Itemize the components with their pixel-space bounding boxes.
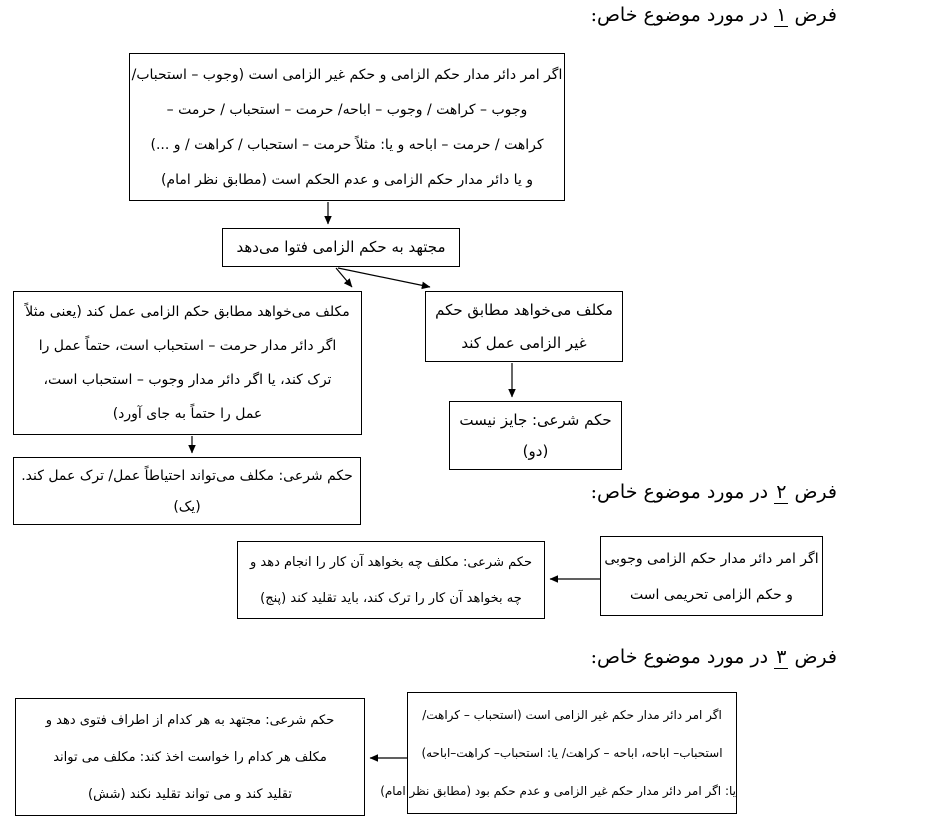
premise2-condition-box [600, 536, 823, 616]
premise3-title-rest: در مورد موضوع خاص: [590, 646, 769, 668]
premise1-title [591, 2, 837, 28]
premise2-title-rest: در مورد موضوع خاص: [590, 481, 769, 503]
premise3-title [591, 644, 837, 670]
nonbinding-line: مکلف می‌خواهد مطابق حکم [435, 301, 613, 319]
arrow-fatwa-to-binding-icon [336, 268, 352, 287]
ruling-line: حکم شرعی: مکلف چه بخواهد آن کار را انجام دهد و [249, 555, 532, 570]
condition-line: استحباب– اباحه، اباحه – کراهت/ یا: استحباب– کراهت–اباحه) [421, 746, 723, 760]
binding-line: ترک کند، یا اگر دائر مدار وجوب – استحباب است، [43, 372, 332, 388]
act-per-binding-ruling-box [13, 291, 362, 435]
premise2-title-word: فرض [794, 481, 837, 503]
ruling-number-label: (یک) [173, 499, 201, 515]
premise3-title-number: ۳ [776, 646, 787, 668]
mujtahid-fatwa-box [222, 228, 460, 267]
premise3-title-word: فرض [794, 646, 837, 668]
condition-line: کراهت / حرمت – اباحه و یا: مثلاً حرمت – استحباب / کراهت / و ...) [150, 137, 544, 153]
condition-line: یا: اگر امر دائر مدار حکم غیر الزامی و عدم حکم بود (مطابق نظر امام) [380, 784, 736, 798]
ruling-line: حکم شرعی: مجتهد به هر کدام از اطراف فتوی دهد و [45, 713, 335, 728]
condition-line: وجوب – کراهت / وجوب – اباحه/ حرمت – استحباب / حرمت – [166, 102, 528, 118]
condition-line: اگر امر دائر مدار حکم غیر الزامی است (استحباب – کراهت/ [422, 708, 722, 722]
premise3-condition-box [380, 692, 737, 814]
condition-line: و یا دائر مدار حکم الزامی و عدم الحکم است (مطابق نظر امام) [160, 172, 534, 188]
ruling-line: حکم شرعی: مکلف می‌تواند احتیاطاً عمل/ ترک عمل کند. [21, 468, 353, 484]
ruling-line: حکم شرعی: جایز نیست [459, 411, 612, 429]
condition-line: اگر امر دائر مدار حکم الزامی و حکم غیر الزامی است (وجوب – استحباب/ [131, 67, 563, 83]
condition-line: و حکم الزامی تحریمی است [630, 587, 793, 603]
ruling-line: مکلف هر کدام را خواست اخذ کند: مکلف می تواند [53, 750, 327, 765]
premise1-title-number: ۱ [776, 4, 787, 26]
arrow-fatwa-to-nonbinding-icon [338, 268, 430, 287]
premise1-title-word: فرض [794, 4, 837, 26]
condition-line: اگر امر دائر مدار حکم الزامی وجوبی [604, 551, 819, 567]
nonbinding-line: غیر الزامی عمل کند [461, 334, 587, 352]
ruling-not-permitted-box [449, 401, 622, 470]
ruling-line: تقلید کند و می تواند تقلید نکند (شش) [88, 787, 292, 802]
ruling-taqlid-required-box [237, 541, 545, 619]
premise2-title-number: ۲ [776, 481, 787, 503]
act-per-nonbinding-ruling-box [425, 291, 623, 362]
binding-line: عمل را حتماً به جای آورد) [112, 406, 263, 422]
premise1-title-rest: در مورد موضوع خاص: [590, 4, 769, 26]
ruling-line: چه بخواهد آن کار را ترک کند، باید تقلید کند (پنج) [260, 591, 522, 606]
ruling-precaution-box [13, 457, 361, 525]
premise1-condition-box [129, 53, 565, 201]
premise2-title [591, 479, 837, 505]
binding-line: اگر دائر مدار حرمت – استحباب است، حتماً عمل را [38, 338, 337, 354]
ruling-number-label: (دو) [522, 442, 549, 460]
binding-line: مکلف می‌خواهد مطابق حکم الزامی عمل کند (یعنی مثلاً [25, 304, 350, 320]
fatwa-text: مجتهد به حکم الزامی فتوا می‌دهد [236, 238, 446, 256]
ruling-taqlid-optional-box [15, 698, 365, 816]
